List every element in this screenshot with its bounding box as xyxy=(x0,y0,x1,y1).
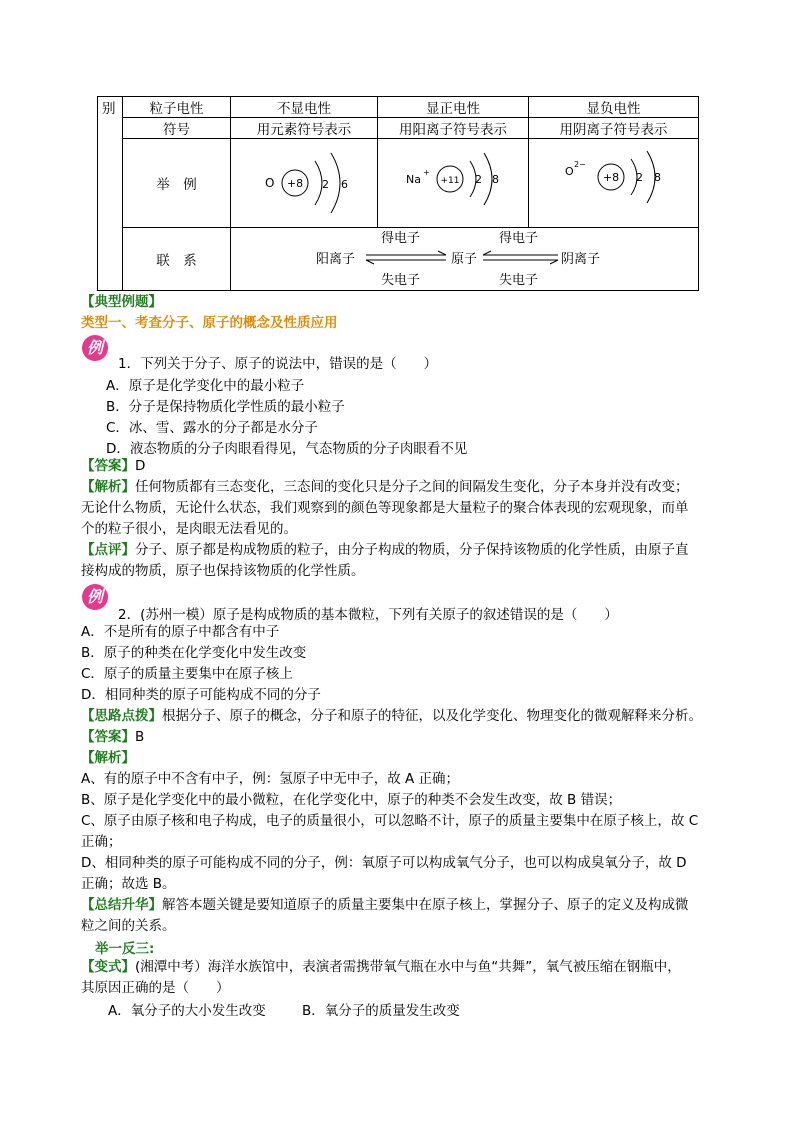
answer-tag: 【答案】 xyxy=(81,729,135,745)
q2-analysis-line: C、原子由原子核和电子构成，电子的质量很小，可以忽略不计，原子的质量主要集中在原子核上，故 C xyxy=(81,813,699,829)
q1-option: A．原子是化学变化中的最小粒子 xyxy=(106,378,305,394)
variant-text: (湘潭中考）海洋水族馆中，表演者需携带氧气瓶在水中与鱼“共舞”，氧气被压缩在钢瓶中， xyxy=(135,959,681,975)
equilibrium-arrow-right xyxy=(483,251,558,264)
q2-option: A．不是所有的原子中都含有中子 xyxy=(81,624,280,640)
table-cell: 用阴离子符号表示 xyxy=(529,118,699,139)
q1-comment-line: 接构成的物质，原子也保持该物质的化学性质。 xyxy=(81,563,365,579)
q2-hint xyxy=(81,706,702,726)
example-badge: 例 xyxy=(82,335,108,361)
table-cell: 不显电性 xyxy=(231,97,378,118)
section-title: 【典型例题】 xyxy=(81,294,162,310)
comment-tag: 【点评】 xyxy=(81,542,135,558)
relation-atom: 原子 xyxy=(451,252,478,267)
nucleus-label: +11 xyxy=(440,176,460,186)
particle-table xyxy=(97,96,699,291)
shell-count: 2 xyxy=(475,173,482,186)
q1-option: B．分子是保持物质化学性质的最小粒子 xyxy=(106,399,345,415)
q1-answer xyxy=(81,456,145,476)
variant-tag: 【变式】 xyxy=(81,959,135,975)
equilibrium-arrow-left xyxy=(366,251,446,264)
table-cell: 显正电性 xyxy=(378,97,529,118)
q1-analysis-line: 无论什么物质，无论什么状态，我们观察到的颜色等现象都是大量粒子的聚合体表现的宏观现象，而单 xyxy=(81,500,689,516)
example-label: 举 例 xyxy=(123,139,231,228)
variant-stem-line: 其原因正确的是（ ） xyxy=(81,980,230,996)
summary-text: 解答本题关键是要知道原子的质量主要集中在原子核上，掌握分子、原子的定义及构成微 xyxy=(162,897,689,913)
table-col0-head: 别 xyxy=(102,101,116,117)
comment-text: 分子、原子都是构成物质的粒子，由分子构成的物质，分子保持该物质的化学性质，由原子直 xyxy=(135,542,689,558)
table-cell: 符号 xyxy=(123,118,231,139)
q1-option: D．液态物质的分子肉眼看得见，气态物质的分子肉眼看不见 xyxy=(106,441,468,457)
q1-analysis-line xyxy=(81,477,689,497)
q2-option: D．相同种类的原子可能构成不同的分子 xyxy=(81,687,321,703)
lose-electron-label: 失电子 xyxy=(499,273,539,288)
summary-tag: 【总结升华】 xyxy=(81,897,162,913)
variant-option-b: B．氧分子的质量发生改变 xyxy=(302,1003,460,1019)
example-badge: 例 xyxy=(82,584,108,610)
table-cell: 显负电性 xyxy=(529,97,699,118)
shell-count: 8 xyxy=(654,171,661,184)
q2-option: C．原子的质量主要集中在原子核上 xyxy=(81,666,293,682)
ion-charge: 2− xyxy=(574,160,586,169)
variant-stem xyxy=(81,957,681,977)
answer-value: B xyxy=(135,729,145,745)
shell-count: 2 xyxy=(322,178,329,191)
hint-tag: 【思路点拨】 xyxy=(81,708,162,724)
relation-cation: 阳离子 xyxy=(316,252,356,267)
q2-analysis-line: 正确； xyxy=(81,834,122,850)
nucleus-label: +8 xyxy=(286,177,304,190)
analysis-text: 任何物质都有三态变化，三态间的变化只是分子之间的间隔发生变化，分子本身并没有改变； xyxy=(135,479,689,495)
relation-diagram xyxy=(231,228,699,291)
q1-comment-line xyxy=(81,540,689,560)
gain-electron-label: 得电子 xyxy=(499,231,539,246)
shell-count: 6 xyxy=(341,178,348,191)
relation-anion: 阴离子 xyxy=(561,252,601,267)
answer-value: D xyxy=(135,458,146,474)
q2-analysis-line: 正确；故选 B。 xyxy=(81,876,176,892)
shell-count: 8 xyxy=(492,173,499,186)
table-left-cell xyxy=(98,97,123,291)
answer-tag: 【答案】 xyxy=(81,458,135,474)
gain-electron-label: 得电子 xyxy=(381,231,421,246)
sodium-ion-diagram xyxy=(378,139,529,228)
shell-count: 2 xyxy=(636,171,643,184)
q2-analysis-line: B、原子是化学变化中的最小微粒，在化学变化中，原子的种类不会发生改变，故 B 错误； xyxy=(81,792,622,808)
lose-electron-label: 失电子 xyxy=(381,273,421,288)
q2-summary-line: 粒之间的关系。 xyxy=(81,918,176,934)
q2-option: B．原子的种类在化学变化中发生改变 xyxy=(81,645,307,661)
analysis-tag: 【解析】 xyxy=(81,750,135,766)
atom-symbol: O xyxy=(265,176,275,190)
oxygen-ion-diagram xyxy=(529,139,699,228)
ion-charge: + xyxy=(423,168,430,177)
ion-symbol: O xyxy=(565,165,574,178)
q2-answer xyxy=(81,727,144,747)
hint-text: 根据分子、原子的概念，分子和原子的特征，以及化学变化、物理变化的微观解释来分析。 xyxy=(162,708,702,724)
table-cell: 用阳离子符号表示 xyxy=(378,118,529,139)
q1-analysis-line: 个的粒子很小，是肉眼无法看见的。 xyxy=(81,521,297,537)
q1-stem: 1．下列关于分子、原子的说法中，错误的是（ ） xyxy=(118,356,438,372)
ion-symbol: Na xyxy=(406,173,421,186)
table-cell: 粒子电性 xyxy=(123,97,231,118)
table-cell: 用元素符号表示 xyxy=(231,118,378,139)
analysis-tag: 【解析】 xyxy=(81,479,135,495)
type-title: 类型一、考查分子、原子的概念及性质应用 xyxy=(81,315,338,331)
q2-summary-line xyxy=(81,895,689,915)
q2-analysis-line: A、有的原子中不含有中子，例：氢原子中无中子，故 A 正确； xyxy=(81,771,460,787)
q2-analysis-line: D、相同种类的原子可能构成不同的分子，例：氧原子可以构成氧气分子，也可以构成臭氧分子，故 D xyxy=(81,855,687,871)
q2-stem: 2．(苏州一模）原子是构成物质的基本微粒，下列有关原子的叙述错误的是（ ） xyxy=(118,607,618,623)
practice-title: 举一反三: xyxy=(95,941,155,957)
variant-option-a: A．氧分子的大小发生改变 xyxy=(108,1003,266,1019)
relation-label: 联 系 xyxy=(123,228,231,291)
q1-option: C．冰、雪、露水的分子都是水分子 xyxy=(106,420,318,436)
nucleus-label: +8 xyxy=(602,171,620,184)
oxygen-atom-diagram xyxy=(231,139,378,228)
